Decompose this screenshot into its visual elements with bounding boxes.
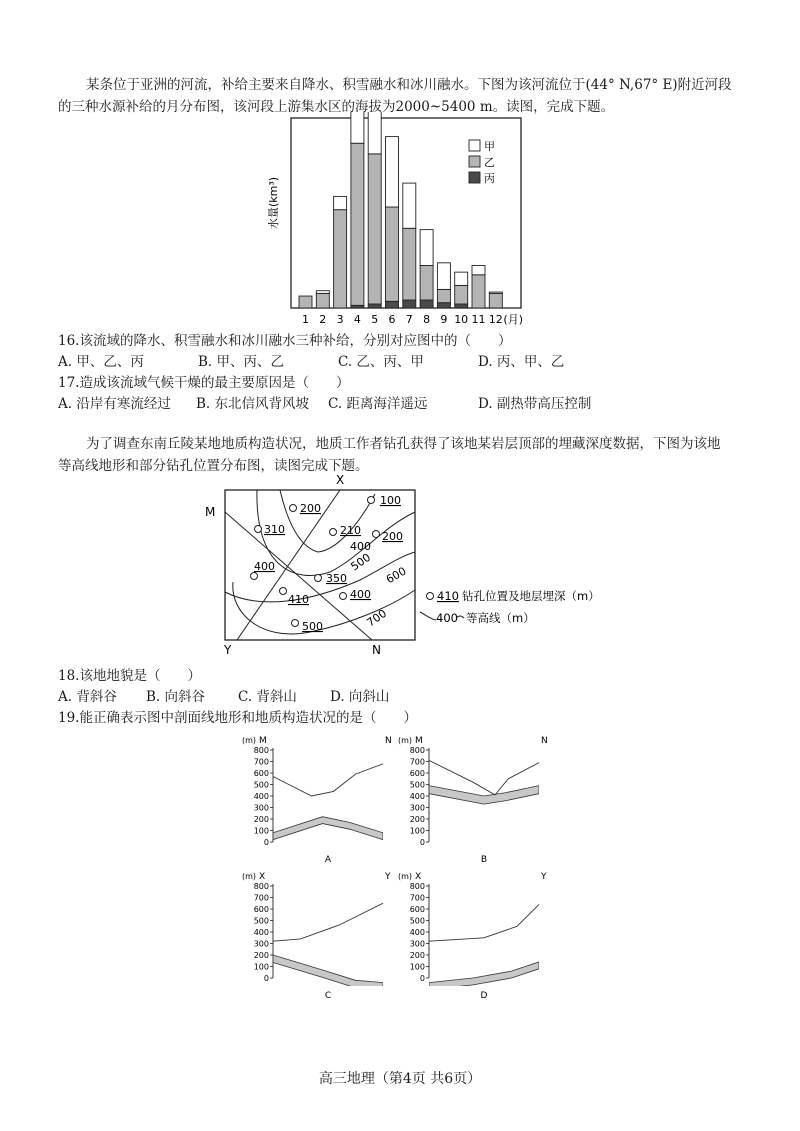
section-line-xy xyxy=(237,490,340,640)
q18-option-c[interactable]: C. 背斜山 xyxy=(238,689,297,705)
x-tick-label: 7 xyxy=(405,313,413,326)
profile-y-tick-label: 200 xyxy=(409,815,425,824)
bar-乙-10 xyxy=(455,285,468,304)
bar-乙-8 xyxy=(420,265,433,300)
bar-甲-6 xyxy=(386,137,399,207)
profile-y-tick-label: 600 xyxy=(253,905,269,914)
profile-caption: D xyxy=(480,991,488,1001)
borehole-value: 100 xyxy=(380,494,401,507)
terrain-surface-line xyxy=(273,764,383,796)
borehole-value: 410 xyxy=(288,593,309,606)
legend-contour-value: 400 xyxy=(436,611,458,625)
bar-甲-12 xyxy=(489,292,502,293)
profile-y-tick-label: 800 xyxy=(409,882,425,891)
legend-label-甲: 甲 xyxy=(484,140,495,153)
question-17-options xyxy=(58,392,591,412)
profile-y-tick-label: 600 xyxy=(409,769,425,778)
bar-乙-9 xyxy=(437,289,450,302)
borehole-value: 200 xyxy=(382,530,403,543)
profile-y-tick-label: 300 xyxy=(253,803,269,813)
borehole-value: 310 xyxy=(264,523,285,536)
profile-right-label: Y xyxy=(385,872,391,882)
borehole-value: 400 xyxy=(254,560,275,573)
bar-乙-11 xyxy=(472,275,485,308)
bar-乙-1 xyxy=(299,296,312,308)
profile-y-tick-label: 400 xyxy=(409,928,425,937)
q17-option-a[interactable]: A. 沿岸有寒流经过 xyxy=(58,396,171,412)
bar-乙-5 xyxy=(368,154,381,304)
profile-panel-c xyxy=(240,868,413,1008)
legend-contour-text: 等高线（m） xyxy=(466,611,535,625)
profile-left-label: M xyxy=(259,736,267,746)
intro-2-line-2: 等高线地形和部分钻孔位置分布图，读图完成下题。 xyxy=(58,458,369,474)
borehole-value: 350 xyxy=(326,572,347,585)
profile-y-tick-label: 0 xyxy=(419,838,425,847)
profile-y-tick-label: 600 xyxy=(253,769,269,778)
question-16-options xyxy=(58,350,564,370)
profile-y-tick-label: 300 xyxy=(409,939,425,949)
q18-option-a[interactable]: A. 背斜谷 xyxy=(58,689,117,705)
borehole-value: 400 xyxy=(350,588,371,601)
q16-option-b[interactable]: B. 甲、丙、乙 xyxy=(198,354,285,370)
question-18-options xyxy=(58,685,389,705)
bar-甲-4 xyxy=(351,112,364,143)
legend-label-丙: 丙 xyxy=(484,172,495,185)
q18-option-b[interactable]: B. 向斜谷 xyxy=(146,689,206,705)
x-tick-label: 12 xyxy=(488,313,503,326)
terrain-surface-line xyxy=(273,903,383,941)
legend-borehole-value: 410 xyxy=(437,589,459,603)
profile-unit: (m) xyxy=(242,872,257,881)
page-footer: 高三地理（第4页 共6页） xyxy=(318,1071,482,1087)
intro-1-line-2: 的三种水源补给的月分布图，该河段上游集水区的海拔为2000~5400 m。读图，完成下题。 xyxy=(58,99,615,115)
intro-paragraph-2 xyxy=(58,433,748,477)
profile-y-tick-label: 800 xyxy=(253,882,269,891)
profile-y-tick-label: 700 xyxy=(409,757,425,767)
profile-y-tick-label: 500 xyxy=(409,916,425,926)
borehole-8 xyxy=(280,588,310,607)
profile-y-tick-label: 300 xyxy=(253,939,269,949)
bar-乙-12 xyxy=(489,293,502,308)
profile-y-tick-label: 0 xyxy=(419,974,425,983)
legend-borehole-text: 钻孔位置及地层埋深（m） xyxy=(462,589,600,603)
profile-y-tick-label: 200 xyxy=(409,951,425,960)
profile-y-tick-label: 0 xyxy=(263,974,269,983)
q17-option-c[interactable]: C. 距离海洋遥远 xyxy=(328,396,428,412)
profile-y-tick-label: 500 xyxy=(253,916,269,926)
borehole-1 xyxy=(368,494,402,507)
rock-layer-band xyxy=(429,962,539,990)
intro-2-line-1: 为了调查东南丘陵某地地质构造状况，地质工作者钻孔获得了该地某岩层顶部的埋藏深度数据，下图为该地 xyxy=(86,436,721,452)
profile-y-tick-label: 700 xyxy=(253,757,269,767)
borehole-4 xyxy=(330,524,362,537)
water-source-chart xyxy=(255,112,545,327)
bar-甲-11 xyxy=(472,265,485,274)
bar-甲-9 xyxy=(437,263,450,290)
question-16-stem: 16.该流域的降水、积雪融水和冰川融水三种补给，分别对应图中的（ ） xyxy=(58,333,512,349)
bar-乙-2 xyxy=(316,293,329,308)
profile-y-tick-label: 400 xyxy=(253,928,269,937)
intro-1-line-1: 某条位于亚洲的河流，补给主要来自降水、积雪融水和冰川融水。下图为该河流位于(44° N,67° E)附近河段 xyxy=(86,77,732,93)
map-label-y: Y xyxy=(224,643,232,657)
profile-y-tick-label: 200 xyxy=(253,815,269,824)
profile-caption: C xyxy=(324,991,332,1001)
contour-label-700: 700 xyxy=(364,606,390,630)
profile-y-tick-label: 300 xyxy=(409,803,425,813)
borehole-9 xyxy=(340,588,372,601)
profile-y-tick-label: 100 xyxy=(253,962,269,972)
profile-left-label: X xyxy=(415,872,422,882)
question-17-stem: 17.造成该流域气候干燥的最主要原因是（ ） xyxy=(58,375,350,391)
x-tick-label: 9 xyxy=(440,313,448,326)
profile-y-tick-label: 500 xyxy=(253,780,269,790)
profile-y-tick-label: 200 xyxy=(253,951,269,960)
contour-line-700 xyxy=(233,582,415,634)
profile-left-label: M xyxy=(415,736,423,746)
profile-unit: (m) xyxy=(242,736,257,745)
map-label-x: X xyxy=(336,473,345,487)
bar-丙-7 xyxy=(403,300,416,308)
q17-option-b[interactable]: B. 东北信风背风坡 xyxy=(196,396,310,412)
chart-xlabel: (月) xyxy=(503,313,523,326)
profile-unit: (m) xyxy=(398,872,413,881)
profile-y-tick-label: 400 xyxy=(253,792,269,801)
bar-乙-4 xyxy=(351,143,364,305)
borehole-5 xyxy=(373,530,404,543)
borehole-2 xyxy=(290,502,322,515)
question-19-stem: 19.能正确表示图中剖面线地形和地质构造状况的是（ ） xyxy=(58,710,417,726)
bar-乙-6 xyxy=(386,207,399,301)
map-legend xyxy=(420,589,600,625)
profile-right-label: Y xyxy=(541,872,547,882)
profile-caption: B xyxy=(480,855,488,862)
bar-丙-9 xyxy=(437,303,450,308)
map-label-n: N xyxy=(372,643,381,657)
profile-panel-d xyxy=(396,868,566,1008)
legend-swatch-甲 xyxy=(469,140,480,151)
bar-丙-6 xyxy=(386,301,399,308)
borehole-value: 500 xyxy=(302,620,323,633)
bar-甲-3 xyxy=(334,196,347,209)
x-tick-label: 5 xyxy=(371,313,379,326)
q16-option-d[interactable]: D. 丙、甲、乙 xyxy=(478,354,565,370)
x-tick-label: 4 xyxy=(353,313,361,326)
borehole-value: 210 xyxy=(340,524,361,537)
bar-乙-7 xyxy=(403,228,416,300)
profile-panel-b xyxy=(396,732,566,862)
borehole-10 xyxy=(292,620,324,634)
profile-right-label: N xyxy=(541,736,548,746)
borehole-value: 200 xyxy=(300,502,321,515)
rock-layer-band xyxy=(273,817,383,840)
profile-left-label: X xyxy=(259,872,266,882)
x-tick-label: 11 xyxy=(471,313,486,326)
profile-y-tick-label: 100 xyxy=(409,826,425,836)
q16-option-c[interactable]: C. 乙、丙、甲 xyxy=(338,354,424,370)
profile-y-tick-label: 600 xyxy=(409,905,425,914)
borehole-7 xyxy=(315,572,348,585)
profile-y-tick-label: 400 xyxy=(409,792,425,801)
legend-swatch-乙 xyxy=(469,156,480,167)
legend-contour-icon xyxy=(420,612,436,620)
q17-option-d[interactable]: D. 副热带高压控制 xyxy=(478,396,592,412)
profile-y-tick-label: 100 xyxy=(253,826,269,836)
profile-y-tick-label: 800 xyxy=(253,746,269,755)
bar-甲-10 xyxy=(455,272,468,285)
chart-ylabel: 水量(km³) xyxy=(267,176,280,230)
profile-caption: A xyxy=(324,855,332,862)
contour-map xyxy=(200,472,630,657)
profile-y-tick-label: 500 xyxy=(409,780,425,790)
legend-swatch-丙 xyxy=(469,172,480,183)
profile-y-tick-label: 700 xyxy=(409,893,425,903)
bar-甲-8 xyxy=(420,230,433,266)
contour-label-600: 600 xyxy=(383,564,409,587)
profile-y-tick-label: 100 xyxy=(409,962,425,972)
x-tick-label: 3 xyxy=(336,313,344,326)
map-label-m: M xyxy=(205,505,216,519)
profile-y-tick-label: 700 xyxy=(253,893,269,903)
bar-丙-8 xyxy=(420,300,433,308)
q18-option-d[interactable]: D. 向斜山 xyxy=(330,689,390,705)
bar-甲-7 xyxy=(403,183,416,228)
x-tick-label: 1 xyxy=(302,313,309,326)
q16-option-a[interactable]: A. 甲、乙、丙 xyxy=(58,354,144,370)
contour-label-400: 400 xyxy=(350,540,371,553)
bar-丙-10 xyxy=(455,304,468,308)
legend-borehole-icon xyxy=(427,593,434,600)
bar-乙-3 xyxy=(334,210,347,308)
profile-right-label: N xyxy=(385,736,392,746)
profile-y-tick-label: 0 xyxy=(263,838,269,847)
contour-label-500: 500 xyxy=(348,550,374,574)
bar-丙-5 xyxy=(368,304,381,308)
x-tick-label: 2 xyxy=(319,313,327,326)
legend-label-乙: 乙 xyxy=(484,156,495,169)
borehole-6 xyxy=(251,560,276,580)
x-tick-label: 8 xyxy=(423,313,431,326)
x-tick-label: 6 xyxy=(388,313,396,326)
profile-y-tick-label: 800 xyxy=(409,746,425,755)
bar-甲-5 xyxy=(368,112,381,154)
question-18-stem: 18.该地地貌是（ ） xyxy=(58,668,201,684)
rock-layer-band xyxy=(273,955,383,990)
terrain-surface-line xyxy=(429,904,539,941)
x-tick-label: 10 xyxy=(454,313,469,326)
bar-甲-2 xyxy=(316,291,329,294)
profile-unit: (m) xyxy=(398,736,413,745)
